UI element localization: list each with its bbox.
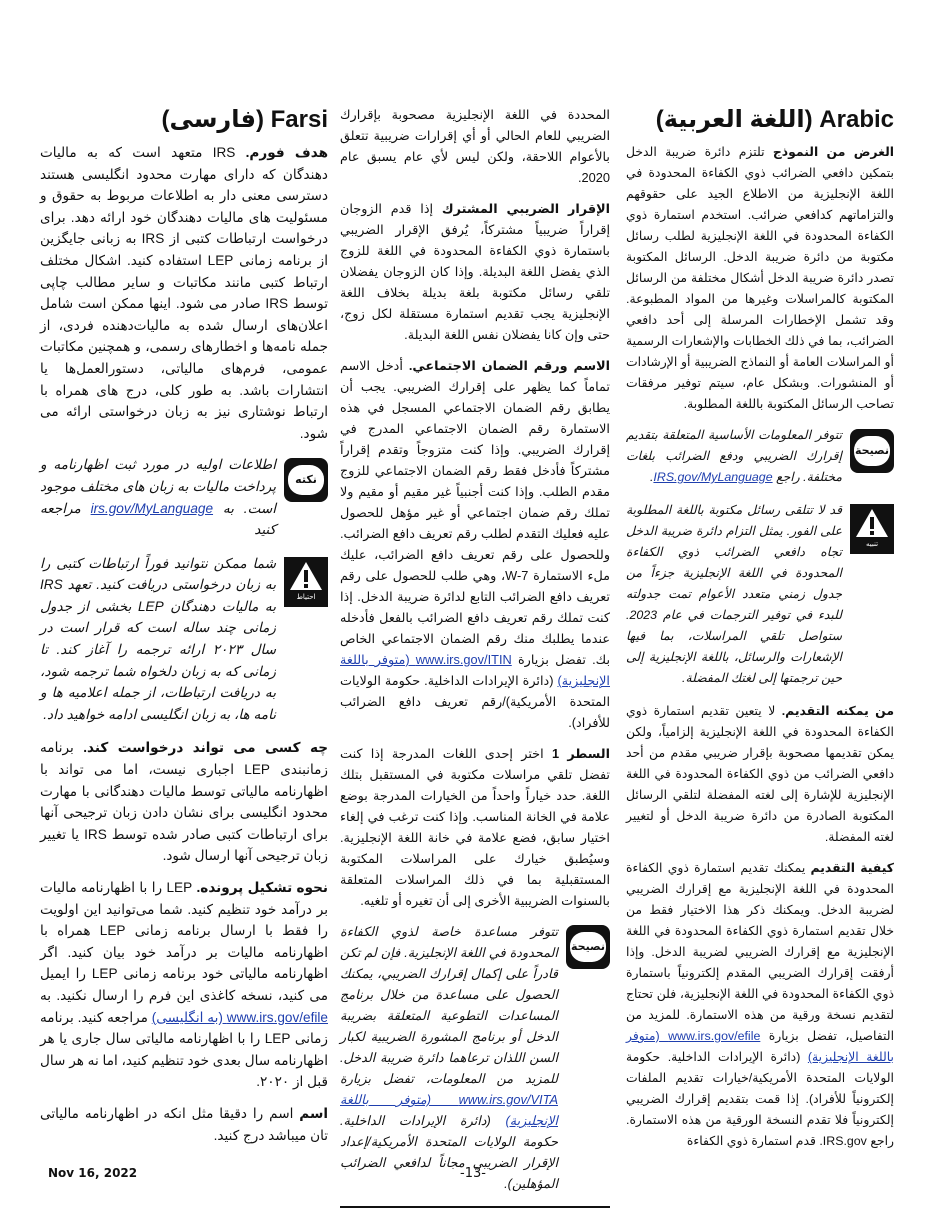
arabic-column <box>626 104 894 1162</box>
arabic-how-paragraph: كيفية التقديم يمكنك تقديم استمارة ذوي الكفاءة المحدودة في اللغة الإنجليزية مع إقرارك الضريبي لضريبة الدخل. ويمكنك ذكر هذا الاختيار فقط من خلال تقديم استمارة ذوي الكفاءة المحدودة في اللغة الإنجليزية مع إقرارك الضريبي لضريبة الدخل. وإذا أرفقت إقرارك الضريبي المقدم إلكترونياً باستمارة ذوي الكفاءة المحدودة في اللغة الإنجليزية، فلن تحتاج لتقديم نسخة ورقية من هذه الاستمارة. للمزيد من التفاصيل، تفضل بزيارة www.irs.gov/efile (متوفر باللغة الإنجليزية) (دائرة الإيرادات الداخلية. حكومة الولايات المتحدة الأمريكية/خيارات تقديم الملفات إلكترونياً للأفراد). إذا قمت بتقديم إقرارك الضريبي إلكترونياً فلا تقدم النسخة الورقية من هذه الاستمارة. راجع IRS.gov. قدم استمارة ذوي الكفاءة <box>626 861 895 1148</box>
middle-itin-link[interactable]: www.irs.gov/ITIN (متوفر باللغة الإنجليزية) <box>340 652 610 688</box>
middle-tip-callout <box>340 921 610 1194</box>
farsi-purpose-label: هدف فورم. <box>245 145 328 160</box>
farsi-name-paragraph: اسم اسم را دقیقا مثل انکه در اظهارنامه مالیاتی تان میباشد درج کنید. <box>40 1105 328 1143</box>
tip-icon: نصيحة <box>850 429 894 473</box>
arabic-how-label: كيفية التقديم <box>810 861 894 875</box>
arabic-who-paragraph: من يمكنه التقديم. لا يتعين تقديم استمارة ذوي الكفاءة المحدودة في اللغة الإنجليزية إلزامياً، ولكن يمكن تقديمها مصحوبة بإقرار ضريبي مقدم من أحد دافعي الضرائب من ذوي الكفاءة المحدودة في اللغة الإنجليزية للإشارة إلى لغته المفضلة لتلقي الرسائل المكتوبة الصادرة من دائرة ضريبة الدخل أو لتغيير لغته المفضلة. <box>626 704 894 844</box>
farsi-how-label: نحوه تشکیل پرونده. <box>196 880 329 895</box>
middle-vita-link[interactable]: www.irs.gov/VITA (متوفر باللغة الإنجليزية) <box>340 1092 558 1128</box>
arabic-tip-text: تتوفر المعلومات الأساسية المتعلقة بتقديم إقرارك الضريبي ودفع الضرائب بلغات مختلفة. راجع IRS.gov/MyLanguage. <box>626 428 842 484</box>
tip-icon: نصيحة <box>566 925 610 969</box>
farsi-caution-text: شما ممکن نتوانید فوراً ارتباطات کتبی را به زبان درخواستی دریافت کنید. تعهد IRS به مالیات دهندگان LEP بخشی از جدول زمانی چند ساله است که قرار است در سال ۲۰۲۳ ارائه ترجمه را آغاز کند. تا زمانی که به زبان دلخواه شما ترجمه شود، به دریافت ارتباطات، از جمله اعلامیه ها و نامه ها، به زبان انگلیسی ادامه خواهید داد. <box>40 555 276 722</box>
farsi-name-label: اسم <box>299 1105 328 1121</box>
caution-icon: تنبيه <box>850 504 894 554</box>
middle-column <box>340 104 610 1208</box>
arabic-heading: Arabic (اللغة العربية) <box>655 106 894 133</box>
arabic-caution-text: قد لا تتلقى رسائل مكتوبة باللغة المطلوبة على الفور. يمثل التزام دائرة ضريبة الدخل تجاه دافعي الضرائب ذوي الكفاءة المحدودة في اللغة الإنجليزية جزءاً من جدول زمني متعدد الأعوام تمت جدولته للبدء في توفير الترجمات في عام 2023. ستواصل تلقي المراسلات، بما فيها الإشعارات والرسائل، باللغة الإنجليزية إلى حين ترجمتها إلى لغتك المفضلة. <box>626 503 842 685</box>
arabic-efile-link[interactable]: www.irs.gov/efile (متوفر باللغة الإنجليزية) <box>626 1029 894 1064</box>
farsi-who-label: چه کسی می تواند درخواست کند. <box>83 740 329 756</box>
section-divider <box>340 1206 610 1208</box>
farsi-how-paragraph: نحوه تشکیل پرونده. LEP را با اظهارنامه مالیات بر درآمد خود تنظیم کنید. شما می‌توانید این اولویت را فقط با ارسال برنامه زمانی LEP همراه با اظهارنامه مالیات بر درآمد خود بیان کنید. اگر اظهارنامه مالیاتی خود برنامه زمانی LEP را ایمیل می کنید، نسخه کاغذی این فرم را ارسال نکنید. به www.irs.gov/efile (به انگلیسی) مراجعه کنید. برنامه زمانی LEP را با اظهارنامه مالیاتی سال جاری یا هر اظهارنامه سال بعدی خود تنظیم کنید، اما نه هر سال قبل از ۲۰۲۰. <box>40 880 329 1090</box>
arabic-tip-callout <box>626 425 894 488</box>
middle-name-paragraph: الاسم ورقم الضمان الاجتماعي. أدخل الاسم تماماً كما يظهر على إقرارك الضريبي. يجب أن يطابق رقم الضمان الاجتماعي المسجل في هذه الاستمارة رقم الضمان الاجتماعي المدرج في إقرارك الضريبي. وإذا كنت متزوجاً وتقدم إقراراً مشتركاً فأدخل فقط رقم الضمان الاجتماعي للزوج مقدم الطلب. وإذا كنت أجنبياً غير مقيم أو مقيم ولا تملك رقم ضمان اجتماعي أو غير مؤهل للحصول عليه فعليك التقدم لطلب رقم تعريف دافع الضرائب. وللحصول على رقم تعريف دافع الضرائب، عليك ملء الاستمارة W-7، وهي طلب للحصول على رقم تعريف دافع الضرائب التابع لدائرة ضريبة الدخل. إذا كنت تملك رقم تعريف دافع الضرائب بالفعل فأدخله عندما يطلبك منك رقم الضمان الاجتماعي الخاص بك. تفضل بزيارة www.irs.gov/ITIN (متوفر باللغة الإنجليزية) (دائرة الإيرادات الداخلية. حكومة الولايات المتحدة الأمريكية)/رقم تعريف دافع الضرائب للأفراد). <box>340 358 611 730</box>
farsi-purpose-text: IRS متعهد است که به مالیات دهندگان که دارای مهارت محدود انگلیسی هستند دسترسی معنی دار به اطلاعات مربوط به حقوق و مسئولیت های مالیات دهندگان خود ارائه دهد. برای درخواست ارتباطات کتبی از IRS به زبانی جایگزین از برنامه زمانی LEP استفاده کنید. اشکال مختلف ارتباط کتبی مانند مکاتبات و سایر مطالب چاپی توسط IRS صادر می شود. اینها ممکن است شامل اعلان‌های ارسال شده به مالیات‌دهنده فردی، از جمله نامه‌ها و اخطارهای رسمی، و همچنین مکاتبات عمومی، فرم‌های مالیاتی، دستورالعمل‌ها یا انتشارات باشد. به طور کلی، درج های همراه با ارتباط نوشتاری نیز به زبان درخواستی ارائه می شود. <box>40 145 328 441</box>
middle-line1-label: السطر <box>567 746 610 761</box>
arabic-mylanguage-link[interactable]: IRS.gov/MyLanguage <box>653 470 773 484</box>
arabic-who-label: من يمكنه التقديم. <box>781 704 894 718</box>
farsi-purpose-paragraph <box>40 142 328 444</box>
middle-line1-paragraph: السطر 1 اختر إحدى اللغات المدرجة إذا كنت تفضل تلقي مراسلات مكتوبة في المستقبل بتلك اللغة. حدد خياراً واحداً من الخيارات المدرجة بوضع علامة في الخانة المناسب. وإذا كنت ترغب في إلغاء اختيار سابق، فضع علامة في خانة اللغة الإنجليزية. وسيُطبق خيارك على المراسلات المكتوبة المستقبلية بما في ذلك المراسلات المتعلقة بالسنوات الضريبية الأخرى إلى أن تغيره أو تلغيه. <box>340 746 610 908</box>
middle-joint-label: الإقرار الضريبي المشترك <box>441 201 611 216</box>
arabic-purpose-label: الغرض من النموذج <box>772 145 894 159</box>
middle-intro-paragraph: المحددة في اللغة الإنجليزية مصحوبة بإقرارك الضريبي للعام الحالي أو أي إقرارات ضريبية تتعلق بالأعوام اللاحقة، ولكن ليس لأي عام يسبق عام 2020. <box>340 107 610 185</box>
farsi-mylanguage-link[interactable]: irs.gov/MyLanguage <box>90 500 214 516</box>
farsi-tip-text: اطلاعات اولیه در مورد ثبت اظهارنامه و پرداخت مالیات به زبان های مختلف موجود است. به irs.gov/MyLanguage مراجعه کنید <box>40 457 277 538</box>
farsi-who-paragraph: چه کسی می تواند درخواست کند. برنامه زمانبندی LEP اجباری نیست، اما می تواند با اظهارنامه مالیاتی توسط مالیات دهندگانی با مهارت محدود انگلیسی برای نشان دادن زبان ترجیحی آنها برای ارتباطات کتبی صادر شده توسط IRS یا تغییر زبان ترجیحی آنها ارسال شود. <box>40 740 329 864</box>
footer-date: Nov 16, 2022 <box>48 1166 138 1180</box>
farsi-column <box>40 104 328 1156</box>
arabic-caution-callout <box>626 500 894 689</box>
page-number: -13- <box>460 1166 486 1181</box>
middle-joint-paragraph: الإقرار الضريبي المشترك إذا قدم الزوجان إقراراً ضريبياً مشتركاً، يُرفق الإقرار الضريبي باستمارة ذوي الكفاءة المحدودة في اللغة للزوج الذي يفضل اللغة البديلة. وإذا كان الزوجان يفضلان تلقي رسائل مكتوبة بلغة بديلة بخلاف اللغة الإنجليزية يجب تقديم استمارة مستقلة لكل زوج، حتى وإن كانا يفضلان نفس اللغة البديلة. <box>340 201 611 342</box>
farsi-efile-link[interactable]: www.irs.gov/efile (به انگلیسی) <box>151 1009 328 1025</box>
middle-line1-number: 1 <box>551 746 560 761</box>
farsi-caution-callout <box>40 553 328 726</box>
farsi-heading: Farsi (فارسی) <box>161 106 328 133</box>
middle-tip-text: تتوفر مساعدة خاصة لذوي الكفاءة المحدودة في اللغة الإنجليزية. فإن لم تكن قادراً على إكمال إقرارك الضريبي، يمكنك الحصول على مساعدة من خلال برنامج المساعدات التطوعية المتعلقة بضريبة الدخل أو برنامج المشورة الضريبية لكبار السن اللذان ترعاهما دائرة ضريبة الدخل. للمزيد من المعلومات، تفضل بزيارة www.irs.gov/VITA (متوفر باللغة الإنجليزية) (دائرة الإيرادات الداخلية. حكومة الولايات المتحدة الأمريكية/إعداد الإقرار الضريبي مجاناً لدافعي الضرائب المؤهلين). <box>340 924 558 1191</box>
middle-name-label: الاسم ورقم الضمان الاجتماعي. <box>408 358 610 373</box>
arabic-purpose-paragraph: الغرض من النموذج تلتزم دائرة ضريبة الدخل بتمكين دافعي الضرائب ذوي الكفاءة المحدودة في اللغة الإنجليزية من الاطلاع الجيد على حقوقهم والتزاماتهم كدافعي ضرائب. استخدم استمارة ذوي الكفاءة المحدودة في اللغة الإنجليزية لطلب رسائل مكتوبة من دائرة ضريبة الدخل. الرسائل المكتوبة تصدر دائرة ضريبة الدخل أشكال مختلفة من الرسائل المكتوبة كالمراسلات وغيرها من المواد المطبوعة. وقد تشمل الإخطارات المرسلة إلى أحد دافعي الضرائب، بما في ذلك الخطابات والإشعارات الرسمية أو المراسلات العامة أو النماذج الضريبية أو الإرشادات أو المنشورات. وبشكل عام، سيتم توفير مرفقات تصاحب الرسائل المكتوبة باللغة المطلوبة. <box>626 145 894 411</box>
tip-icon: نکته <box>284 458 328 502</box>
caution-icon: احتیاط <box>284 557 328 607</box>
farsi-tip-callout <box>40 454 328 540</box>
